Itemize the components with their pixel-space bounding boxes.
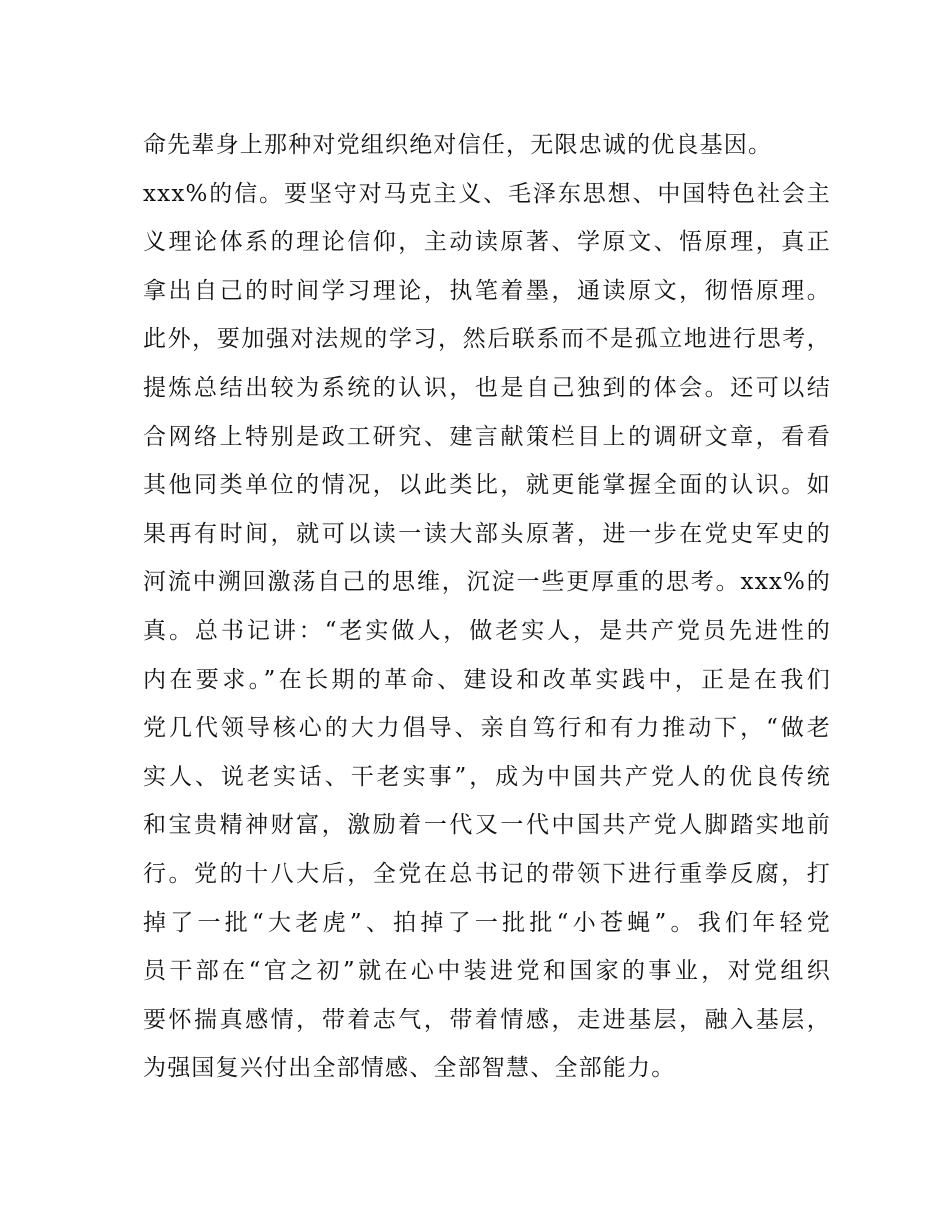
text-line: 实人、说老实话、干老实事”，成为中国共产党人的优良传统 xyxy=(143,763,831,790)
text-line: 真。总书记讲：“老实做人，做老实人，是共产党员先进性的 xyxy=(143,617,831,644)
text-line: 拿出自己的时间学习理论，执笔着墨，通读原文，彻悟原理。 xyxy=(143,277,831,304)
text-line: 此外，要加强对法规的学习，然后联系而不是孤立地进行思考， xyxy=(143,326,831,353)
text-line: 党几代领导核心的大力倡导、亲自笃行和有力推动下，“做老 xyxy=(143,715,831,742)
text-line: 员干部在“官之初”就在心中装进党和国家的事业，对党组织 xyxy=(143,958,831,985)
text-line: 河流中溯回激荡自己的思维，沉淀一些更厚重的思考。xxx%的 xyxy=(143,569,831,596)
text-line: 和宝贵精神财富，激励着一代又一代中国共产党人脚踏实地前 xyxy=(143,812,831,839)
text-line: 行。党的十八大后，全党在总书记的带领下进行重拳反腐，打 xyxy=(143,860,831,887)
text-line: 掉了一批“大老虎”、拍掉了一批批“小苍蝇”。我们年轻党 xyxy=(143,909,831,936)
text-line: 内在要求。”在长期的革命、建设和改革实践中，正是在我们 xyxy=(143,666,831,693)
text-line: 果再有时间，就可以读一读大部头原著，进一步在党史军史的 xyxy=(143,520,831,547)
text-line: 为强国复兴付出全部情感、全部智慧、全部能力。 xyxy=(143,1055,676,1082)
body-paragraph xyxy=(143,121,843,1093)
text-line: 要怀揣真感情，带着志气，带着情感，走进基层，融入基层， xyxy=(143,1006,831,1033)
text-line: xxx%的信。要坚守对马克主义、毛泽东思想、中国特色社会主 xyxy=(143,180,831,207)
text-line: 其他同类单位的情况，以此类比，就更能掌握全面的认识。如 xyxy=(143,472,831,499)
text-line: 义理论体系的理论信仰，主动读原著、学原文、悟原理，真正 xyxy=(143,229,831,256)
text-line: 命先辈身上那种对党组织绝对信任，无限忠诚的优良基因。 xyxy=(143,132,773,158)
text-line: 合网络上特别是政工研究、建言献策栏目上的调研文章，看看 xyxy=(143,423,831,450)
text-line: 提炼总结出较为系统的认识，也是自己独到的体会。还可以结 xyxy=(143,374,831,401)
